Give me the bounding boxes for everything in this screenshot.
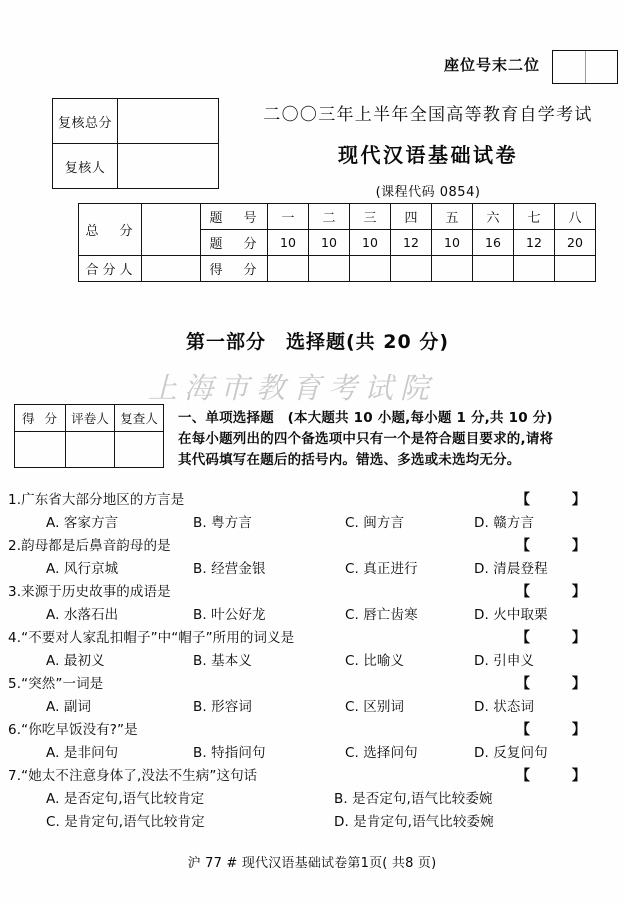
question-text: “她太不注意身体了,没法不生病”这句话 (21, 768, 258, 784)
score-summer-label: 合分人 (79, 256, 142, 282)
course-code: (课程代码 0854) (375, 185, 481, 200)
grading-score-header: 得 分 (15, 405, 66, 432)
recheck-total-label: 复核总分 (53, 99, 118, 144)
option-a[interactable]: A. 风行京城 (46, 561, 119, 577)
answer-bracket[interactable] (516, 673, 586, 696)
seat-number-box[interactable] (552, 50, 618, 84)
question-score-4: 12 (391, 230, 432, 256)
question-score-row-label: 题 分 (201, 230, 268, 256)
question-number: 7. (8, 768, 22, 784)
option-b[interactable]: B. 是否定句,语气比较委婉 (334, 791, 493, 807)
option-c[interactable]: C. 选择问句 (345, 745, 418, 761)
question-text: 广东省大部分地区的方言是 (21, 492, 185, 508)
question-number: 5. (8, 676, 22, 692)
total-score-label: 总 分 (79, 204, 142, 256)
question-score-2: 10 (309, 230, 350, 256)
section-instructions (178, 408, 618, 471)
option-row (8, 696, 620, 719)
total-score-value[interactable] (142, 204, 201, 256)
question-number-1: 一 (268, 204, 309, 230)
question-number-8: 八 (555, 204, 596, 230)
bracket-open: 【 (516, 722, 531, 738)
question-stem (8, 581, 620, 604)
option-d[interactable]: D. 清晨登程 (474, 561, 548, 577)
bracket-open: 【 (516, 676, 531, 692)
bracket-open: 【 (516, 768, 531, 784)
question-score-6: 16 (473, 230, 514, 256)
exam-title: 二〇〇三年上半年全国高等教育自学考试 (263, 105, 593, 125)
instruction-line-1: 一、单项选择题 (本大题共 10 小题,每小题 1 分,共 10 分) (178, 410, 553, 426)
question-number-2: 二 (309, 204, 350, 230)
question-text: 来源于历史故事的成语是 (21, 584, 171, 600)
table-row (79, 204, 596, 230)
question-number: 1. (8, 492, 22, 508)
grading-reviewer-header: 复查人 (115, 405, 164, 432)
option-d[interactable]: D. 火中取栗 (474, 607, 548, 623)
option-a[interactable]: A. 水落石出 (46, 607, 119, 623)
question-item (8, 719, 620, 765)
question-item (8, 673, 620, 719)
instruction-line-2: 在每小题列出的四个备选项中只有一个是符合题目要求的,请将 (178, 431, 554, 447)
grading-reviewer-value[interactable] (115, 432, 164, 468)
option-row (8, 558, 620, 581)
question-list (8, 489, 620, 834)
option-a[interactable]: A. 是非问句 (46, 745, 119, 761)
seat-number-row (0, 48, 624, 90)
question-stem (8, 673, 620, 696)
option-c[interactable]: C. 唇亡齿寒 (345, 607, 418, 623)
question-number-6: 六 (473, 204, 514, 230)
answer-bracket[interactable] (516, 581, 586, 604)
answer-bracket[interactable] (516, 489, 586, 512)
question-stem (8, 489, 620, 512)
answer-bracket[interactable] (516, 765, 586, 788)
recheck-total-value[interactable] (118, 99, 219, 144)
option-row (8, 650, 620, 673)
earned-score-4[interactable] (391, 256, 432, 282)
page-footer: 沪 77 # 现代汉语基础试卷第1页( 共8 页) (187, 856, 437, 871)
question-number: 3. (8, 584, 22, 600)
question-item (8, 581, 620, 627)
earned-score-5[interactable] (432, 256, 473, 282)
bracket-open: 【 (516, 538, 531, 554)
question-item (8, 765, 620, 834)
earned-score-6[interactable] (473, 256, 514, 282)
option-d[interactable]: D. 是肯定句,语气比较委婉 (334, 814, 494, 830)
option-b[interactable]: B. 特指问句 (193, 745, 266, 761)
earned-score-2[interactable] (309, 256, 350, 282)
option-a[interactable]: A. 客家方言 (46, 515, 119, 531)
question-number: 2. (8, 538, 22, 554)
table-row (15, 432, 164, 468)
question-score-1: 10 (268, 230, 309, 256)
option-row (8, 788, 620, 834)
question-number: 4. (8, 630, 22, 646)
question-item (8, 489, 620, 535)
option-b[interactable]: B. 经营金银 (193, 561, 266, 577)
grading-marker-value[interactable] (66, 432, 115, 468)
option-a[interactable]: A. 是否定句,语气比较肯定 (46, 791, 205, 807)
bracket-close: 】 (571, 722, 586, 738)
question-number: 6. (8, 722, 22, 738)
option-b[interactable]: B. 基本义 (193, 653, 252, 669)
question-number-3: 三 (350, 204, 391, 230)
question-number-4: 四 (391, 204, 432, 230)
question-stem (8, 719, 620, 742)
table-row (53, 99, 219, 144)
question-stem (8, 627, 620, 650)
answer-bracket[interactable] (516, 719, 586, 742)
question-score-8: 20 (555, 230, 596, 256)
question-score-5: 10 (432, 230, 473, 256)
question-number-7: 七 (514, 204, 555, 230)
bracket-close: 】 (571, 676, 586, 692)
question-number-5: 五 (432, 204, 473, 230)
question-item (8, 535, 620, 581)
page-title: 现代汉语基础试卷 (338, 143, 518, 167)
option-a[interactable]: A. 最初义 (46, 653, 105, 669)
question-score-3: 10 (350, 230, 391, 256)
seat-digit-cell-2[interactable] (586, 51, 618, 83)
recheck-person-label: 复核人 (53, 144, 118, 189)
option-row (8, 604, 620, 627)
option-b[interactable]: B. 粤方言 (193, 515, 252, 531)
question-number-row-label: 题 号 (201, 204, 268, 230)
grading-marker-header: 评卷人 (66, 405, 115, 432)
earned-score-row-label: 得 分 (201, 256, 268, 282)
bracket-open: 【 (516, 584, 531, 600)
recheck-table (52, 98, 219, 189)
question-score-7: 12 (514, 230, 555, 256)
option-d[interactable]: D. 反复问句 (474, 745, 548, 761)
question-text: “你吃早饭没有?”是 (21, 722, 138, 738)
option-row (8, 512, 620, 535)
grading-score-value[interactable] (15, 432, 66, 468)
part-heading: 第一部分 选择题(共 20 分) (186, 331, 450, 353)
watermark-text: 上海市教育考试院 (148, 371, 437, 405)
option-a[interactable]: A. 副词 (46, 699, 92, 715)
earned-score-7[interactable] (514, 256, 555, 282)
instruction-line-3: 其代码填写在题后的括号内。错选、多选或未选均无分。 (178, 452, 521, 468)
option-b[interactable]: B. 叶公好龙 (193, 607, 266, 623)
option-row (8, 742, 620, 765)
question-text: “突然”一词是 (21, 676, 104, 692)
question-stem (8, 765, 620, 788)
bracket-close: 】 (571, 538, 586, 554)
answer-bracket[interactable] (516, 627, 586, 650)
score-summary-table (78, 203, 596, 282)
earned-score-3[interactable] (350, 256, 391, 282)
table-row (53, 144, 219, 189)
option-b[interactable]: B. 形容词 (193, 699, 252, 715)
seat-number-label: 座位号末二位 (443, 56, 540, 74)
score-summer-value[interactable] (142, 256, 201, 282)
option-c[interactable]: C. 是肯定句,语气比较肯定 (46, 814, 205, 830)
option-c[interactable]: C. 闽方言 (345, 515, 405, 531)
answer-bracket[interactable] (516, 535, 586, 558)
question-stem (8, 535, 620, 558)
earned-score-8[interactable] (555, 256, 596, 282)
option-d[interactable]: D. 赣方言 (474, 515, 535, 531)
bracket-open: 【 (516, 630, 531, 646)
question-text: 韵母都是后鼻音韵母的是 (21, 538, 171, 554)
bracket-close: 】 (571, 584, 586, 600)
grading-box (14, 404, 164, 468)
table-row (79, 256, 596, 282)
bracket-close: 】 (571, 630, 586, 646)
option-d[interactable]: D. 状态词 (474, 699, 535, 715)
table-row (15, 405, 164, 432)
option-c[interactable]: C. 真正进行 (345, 561, 418, 577)
earned-score-1[interactable] (268, 256, 309, 282)
option-c[interactable]: C. 比喻义 (345, 653, 405, 669)
option-c[interactable]: C. 区别词 (345, 699, 405, 715)
bracket-open: 【 (516, 492, 531, 508)
question-text: “不要对人家乱扣帽子”中“帽子”所用的词义是 (21, 630, 295, 646)
question-item (8, 627, 620, 673)
bracket-close: 】 (571, 492, 586, 508)
bracket-close: 】 (571, 768, 586, 784)
option-d[interactable]: D. 引申义 (474, 653, 535, 669)
title-block (232, 100, 624, 200)
seat-digit-cell-1[interactable] (553, 51, 586, 83)
recheck-person-value[interactable] (118, 144, 219, 189)
